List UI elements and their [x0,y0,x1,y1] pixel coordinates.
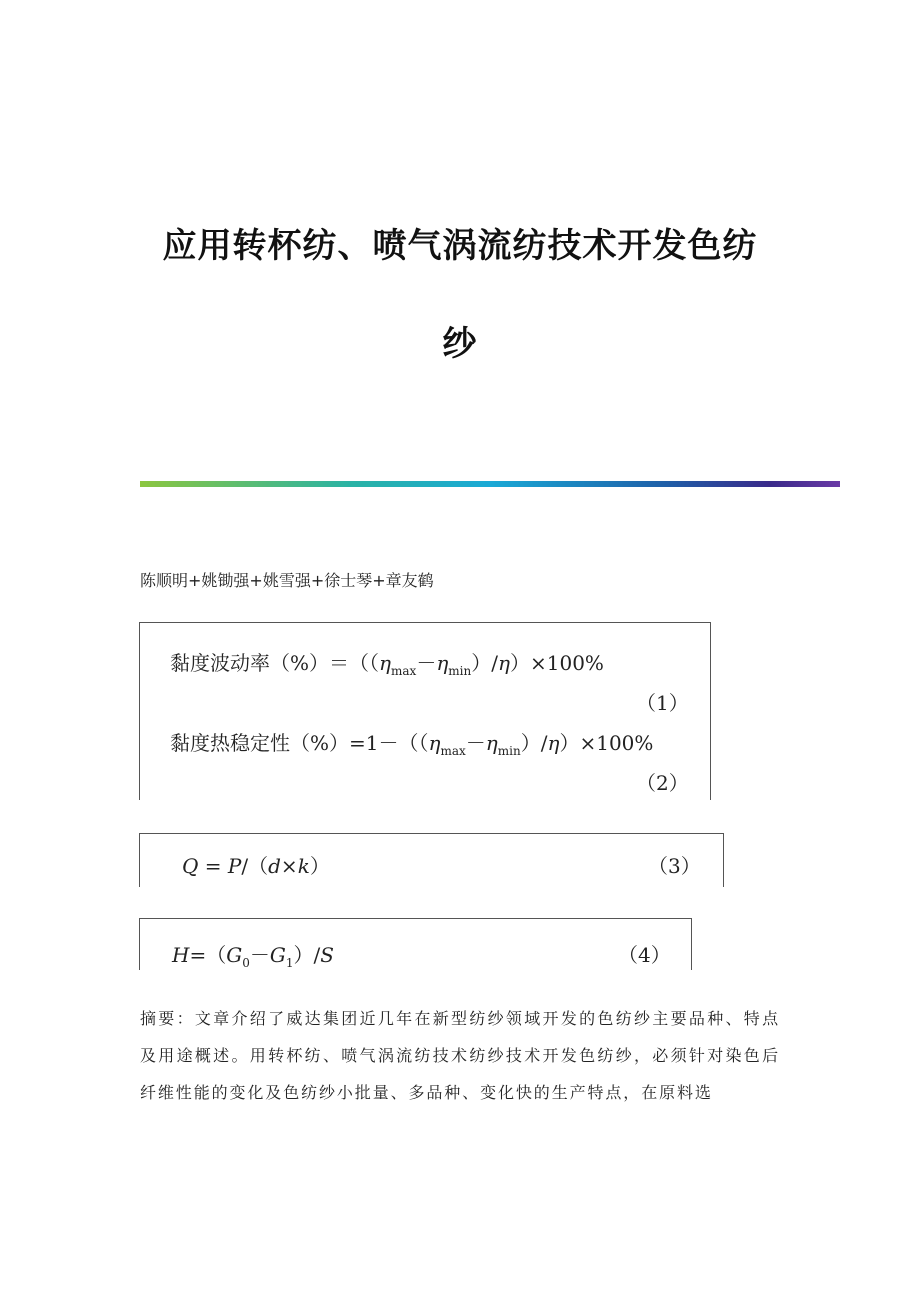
gradient-divider [140,481,840,487]
eq1-sub-max: max [391,664,417,678]
abstract-paragraph: 摘要：文章介绍了威达集团近几年在新型纺纱领域开发的色纺纱主要品种、特点及用途概述。用转杯纺、喷气涡流纺技术纺纱技术开发色纺纱，必须针对染色后纤维性能的变化及色纺纱小批量、多品种、变化快的生产特点，在原料选 [140,1009,780,1102]
eq4-G0: G [226,943,243,967]
equation-1 [170,647,604,678]
eq2-eta: η [428,731,441,755]
eq2-sub-min: min [497,744,521,758]
eq4-S: S [320,943,334,967]
eq2-minus: － [465,731,486,755]
eq2-tail: ）×100% [559,731,654,755]
author-list: 陈顺明+姚锄强+姚雪强+徐士琴+章友鹤 [140,571,434,590]
eq3-slash: /（ [241,854,269,878]
equation-2 [170,727,653,758]
eq1-minus: － [416,651,437,675]
eq3-end: ） [309,854,330,878]
equation-number-1: （1） [636,691,689,715]
eq1-eta-2: η [436,651,449,675]
eq1-tail: ）×100% [509,651,604,675]
equation-4 [172,939,334,970]
eq1-sub-min: min [448,664,472,678]
eq2-eta-2: η [485,731,498,755]
eq2-lhs: 黏度热稳定性（%）=1－（（ [170,731,429,755]
equation-number-4: （4） [618,943,671,967]
eq3-equals: = [198,854,228,878]
eq4-minus: － [249,943,270,967]
eq2-close: ）/ [520,731,548,755]
eq4-equals: =（ [189,943,227,967]
eq3-P: P [227,854,242,878]
document-title-line-2: 纱 [442,324,478,364]
eq2-sub-max: max [440,744,466,758]
equation-box-4 [139,918,692,970]
eq4-sub-1: 1 [285,956,294,970]
eq1-close: ）/ [471,651,498,675]
equation-number-2: （2） [636,771,689,795]
eq4-end: ）/ [293,943,321,967]
equation-number-3: （3） [648,854,701,878]
eq3-times: × [280,854,298,878]
eq3-Q: Q [182,854,199,878]
equation-box-1-2 [139,622,711,800]
eq3-d: d [268,854,281,878]
eq3-k: k [297,854,310,878]
document-title-line-1: 应用转杯纺、喷气涡流纺技术开发色纺 [162,226,758,266]
eq1-lhs: 黏度波动率（%）＝（（ [170,651,380,675]
equation-box-3 [139,833,724,887]
equation-3 [182,850,330,879]
eq4-G1: G [269,943,286,967]
eq1-eta-3: η [498,651,510,675]
eq2-eta-3: η [547,731,560,755]
eq1-eta: η [379,651,391,675]
eq4-sub-0: 0 [242,956,250,970]
eq4-H: H [172,943,190,967]
